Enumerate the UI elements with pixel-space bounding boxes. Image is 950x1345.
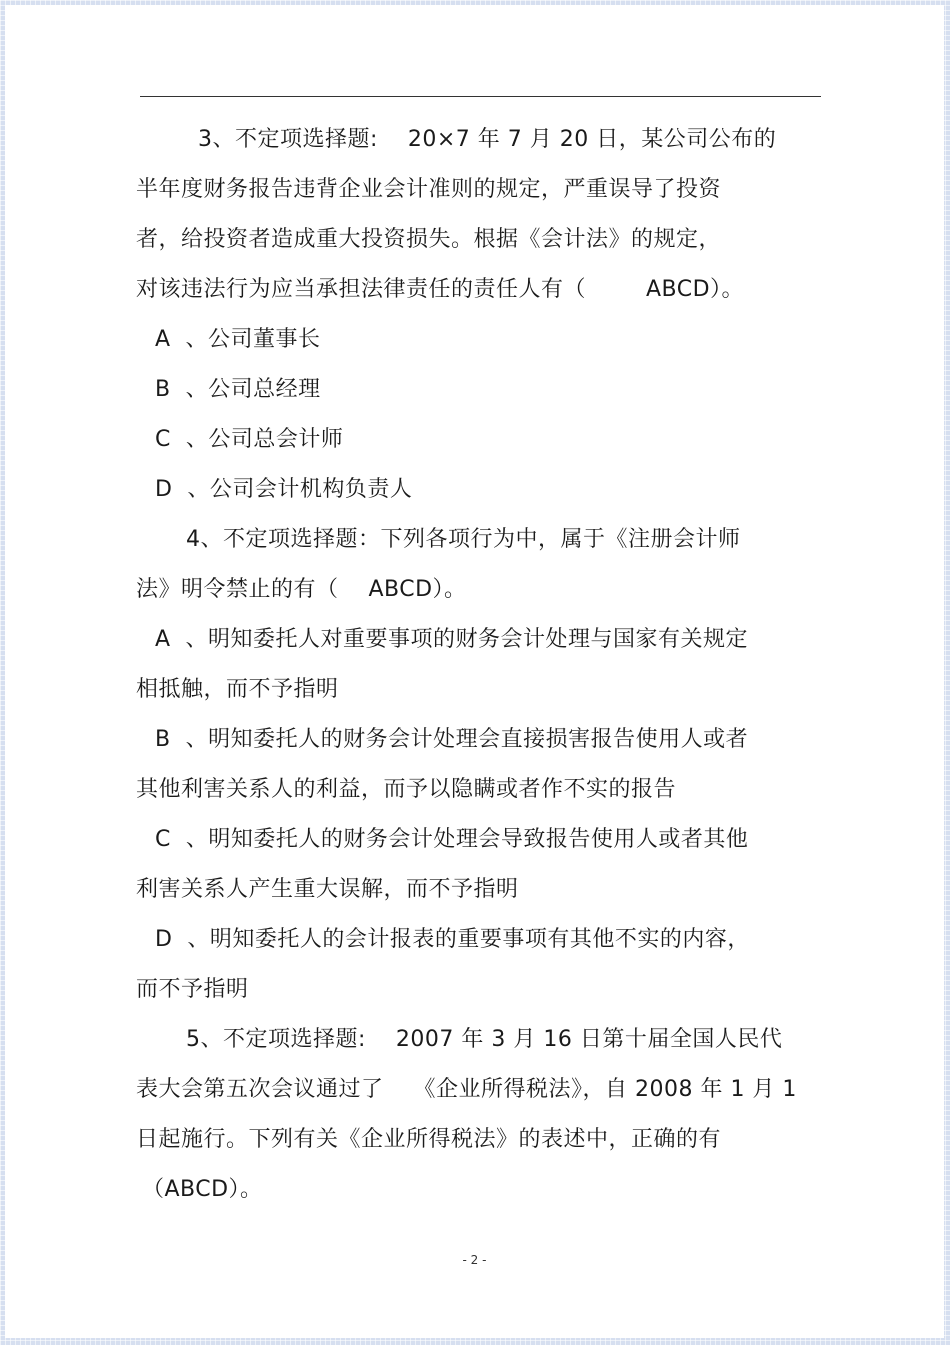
q4-option-b-line-1: B 、明知委托人的财务会计处理会直接损害报告使用人或者 (155, 727, 749, 752)
q3-stem-line-1: 3、不定项选择题: 20×7 年 7 月 20 日，某公司公布的 (198, 127, 777, 152)
q4-option-b-line-2: 其他利害关系人的利益，而予以隐瞒或者作不实的报告 (136, 777, 677, 802)
document-page (5, 5, 944, 1338)
q4-option-d-line-2: 而不予指明 (136, 977, 249, 1002)
q3-stem-line-3: 者，给投资者造成重大投资损失。根据《会计法》的规定， (136, 227, 722, 252)
q3-option-b: B 、公司总经理 (155, 377, 321, 402)
q3-option-c: C 、公司总会计师 (155, 427, 344, 452)
q4-option-a-line-1: A 、明知委托人对重要事项的财务会计处理与国家有关规定 (155, 627, 749, 652)
q3-option-d: D 、公司会计机构负责人 (155, 477, 413, 502)
q4-stem-line-1: 4、不定项选择题：下列各项行为中，属于《注册会计师 (186, 527, 741, 552)
q5-stem-line-1: 5、不定项选择题: 2007 年 3 月 16 日第十届全国人民代 (186, 1027, 783, 1052)
header-rule (140, 96, 821, 97)
q4-option-a-line-2: 相抵触，而不予指明 (136, 677, 339, 702)
q5-stem-line-3: 日起施行。下列有关《企业所得税法》的表述中，正确的有 (136, 1127, 722, 1152)
q3-stem-line-4: 对该违法行为应当承担法律责任的责任人有（ ABCD）。 (136, 277, 745, 302)
page-number: - 2 - (462, 1253, 487, 1267)
q3-stem-line-2: 半年度财务报告违背企业会计准则的规定，严重误导了投资 (136, 177, 722, 202)
q3-option-a: A 、公司董事长 (155, 327, 321, 352)
q5-stem-line-2: 表大会第五次会议通过了 《企业所得税法》，自 2008 年 1 月 1 (136, 1077, 797, 1102)
q5-stem-line-4: （ABCD）。 (142, 1177, 263, 1202)
q4-option-c-line-1: C 、明知委托人的财务会计处理会导致报告使用人或者其他 (155, 827, 749, 852)
q4-stem-line-2: 法》明令禁止的有（ ABCD）。 (136, 577, 467, 602)
q4-option-c-line-2: 利害关系人产生重大误解，而不予指明 (136, 877, 519, 902)
q4-option-d-line-1: D 、明知委托人的会计报表的重要事项有其他不实的内容， (155, 927, 750, 952)
